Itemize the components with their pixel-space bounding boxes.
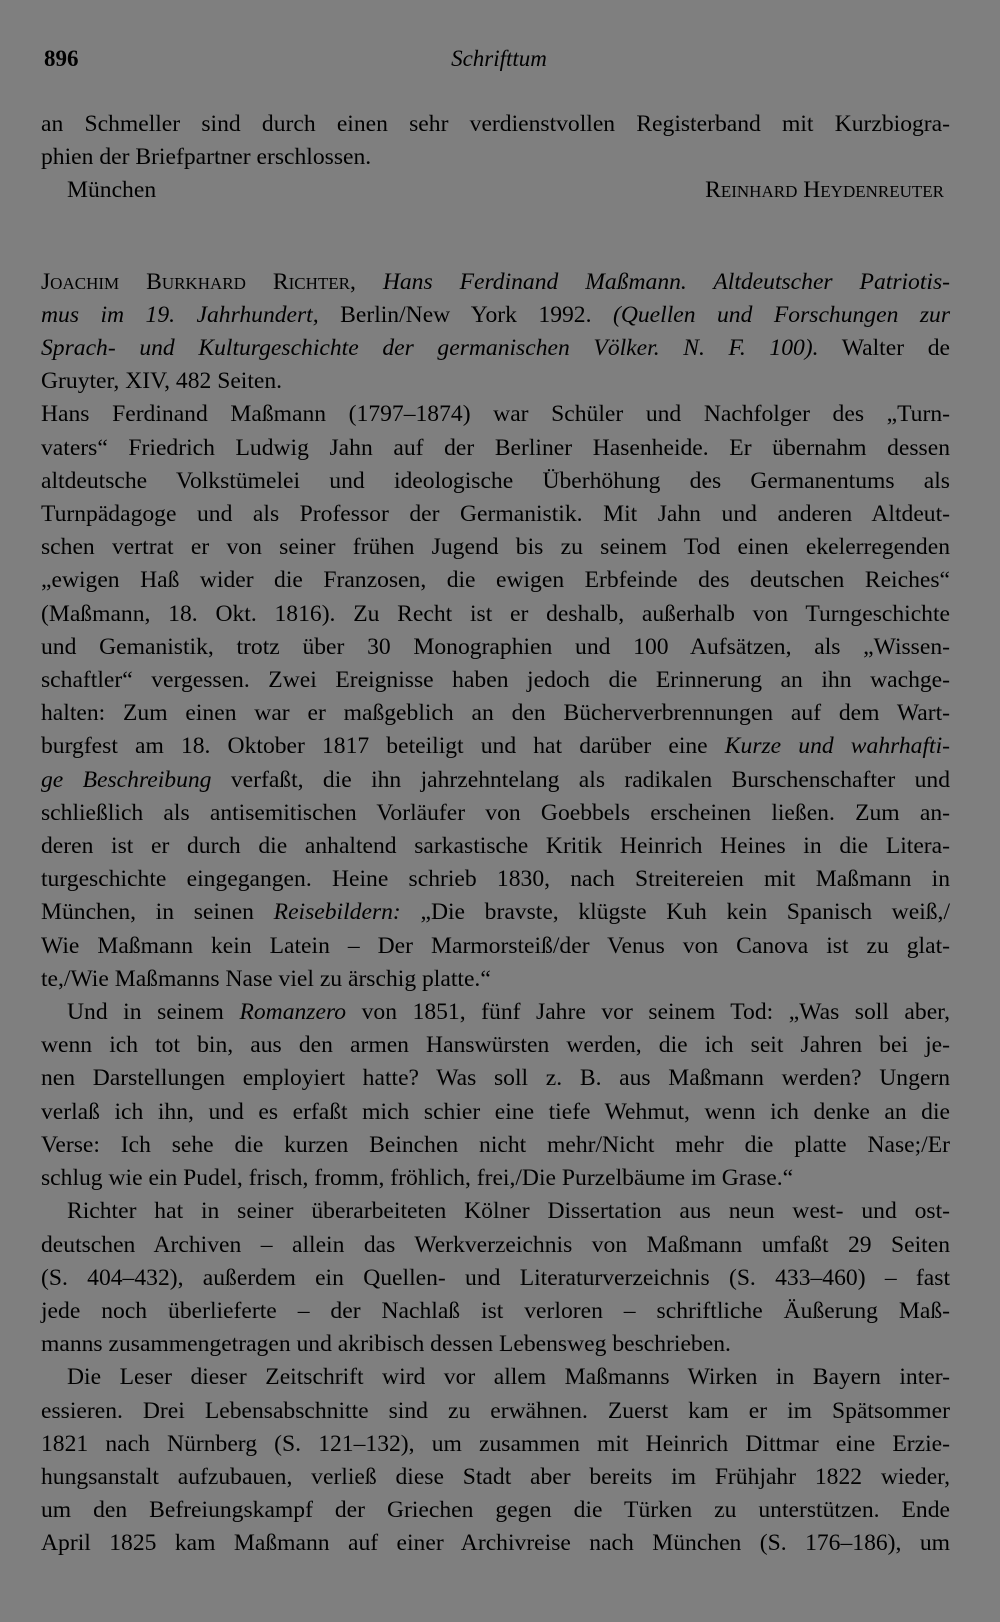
review-citation xyxy=(41,266,950,399)
page-header xyxy=(44,46,954,80)
text-line: hungsanstalt aufzubauen, verließ diese Stadt aber bereits im Frühjahr 1822 wieder, xyxy=(41,1463,950,1490)
text-line: essieren. Drei Lebensabschnitte sind zu erwähnen. Zuerst kam er im Spätsommer xyxy=(41,1397,950,1424)
text-run: verfaßt, die ihn jahrzehntelang als radikalen Burschenschafter und xyxy=(230,766,950,793)
text-line: schließlich als antisemitischen Vorläufer von Goebbels erscheinen ließen. Zum an- xyxy=(41,799,950,826)
italic-title: ge Beschreibung xyxy=(41,766,212,793)
text-line: schlug wie ein Pudel, frisch, fromm, fröhlich, frei,/Die Purzelbäume im Grase.“ xyxy=(41,1165,794,1192)
text-line: Die Leser dieser Zeitschrift wird vor allem Maßmanns Wirken in Bayern inter- xyxy=(67,1364,950,1391)
text-line: an Schmeller sind durch einen sehr verdienstvollen Registerband mit Kurzbiogra- xyxy=(41,111,950,137)
text-line: deutschen Archiven – allein das Werkverzeichnis von Maßmann umfaßt 29 Seiten xyxy=(41,1231,950,1258)
citation-line xyxy=(41,266,950,299)
text-line: turgeschichte eingegangen. Heine schrieb 1830, nach Streitereien mit Maßmann in xyxy=(41,866,950,893)
review-paragraph-3 xyxy=(41,1195,950,1361)
text-line: verlaß ich ihn, und es erfaßt mich schier eine tiefe Wehmut, wenn ich denke an die xyxy=(41,1098,950,1125)
text-line: altdeutsche Volkstümelei und ideologische Überhöhung des Germanentums als xyxy=(41,467,950,494)
text-run: München, in seinen xyxy=(41,899,254,926)
text-line: jede noch überlieferte – der Nachlaß ist verloren – schriftliche Äußerung Maß- xyxy=(41,1297,950,1324)
text-line: nen Darstellungen employiert hatte? Was soll z. B. aus Maßmann werden? Ungern xyxy=(41,1065,950,1092)
text-line: wenn ich tot bin, aus den armen Hanswürsten werden, die ich seit Jahren bei je- xyxy=(41,1032,950,1059)
text-line xyxy=(41,730,950,763)
review-paragraph-1 xyxy=(41,398,950,996)
review-paragraph-2 xyxy=(41,996,950,1195)
text-line: halten: Zum einen war er maßgeblich an den Bücherverbrennungen auf dem Wart- xyxy=(41,700,950,727)
text-run: Und in seinem xyxy=(67,999,224,1026)
section-spacer xyxy=(41,208,950,266)
page-number: 896 xyxy=(44,46,79,71)
text-line: Richter hat in seiner überarbeiteten Kölner Dissertation aus neun west- und ost- xyxy=(67,1198,950,1225)
text-run: „Die bravste, klügste Kuh kein Spanisch weiß,/ xyxy=(420,899,950,926)
citation-line xyxy=(41,332,950,365)
publication-place: Berlin/New York 1992. xyxy=(340,301,592,328)
review-signature xyxy=(41,174,950,207)
text-line: „ewigen Haß wider die Franzosen, die ewigen Erbfeinde des deutschen Reiches“ xyxy=(41,567,950,594)
text-line: Hans Ferdinand Maßmann (1797–1874) war Schüler und Nachfolger des „Turn- xyxy=(41,401,950,428)
text-line: (Maßmann, 18. Okt. 1816). Zu Recht ist er deshalb, außerhalb von Turngeschichte xyxy=(41,600,950,627)
previous-review-ending xyxy=(41,108,950,208)
text-line xyxy=(41,896,950,929)
signature-author: Reinhard Heydenreuter xyxy=(705,177,944,204)
italic-title: Reisebildern: xyxy=(273,899,401,926)
text-line xyxy=(41,764,950,797)
text-line: phien der Briefpartner erschlossen. xyxy=(41,144,372,171)
text-line: Turnpädagoge und als Professor der Germanistik. Mit Jahn und anderen Altdeut- xyxy=(41,501,950,528)
citation-line: Gruyter, XIV, 482 Seiten. xyxy=(41,368,283,395)
italic-title: Kurze und wahrhafti- xyxy=(724,733,950,760)
text-line: und Gemanistik, trotz über 30 Monographien und 100 Aufsätzen, als „Wissen- xyxy=(41,633,950,660)
text-line: Verse: Ich sehe die kurzen Beinchen nicht mehr/Nicht mehr die platte Nase;/Er xyxy=(41,1131,950,1158)
book-author: Joachim Burkhard Richter, xyxy=(41,268,356,295)
text-line: April 1825 kam Maßmann auf einer Archivreise nach München (S. 176–186), um xyxy=(41,1530,950,1557)
text-line: Wie Maßmann kein Latein – Der Marmorsteiß/der Venus von Canova ist zu glat- xyxy=(41,932,950,959)
text-run: von 1851, fünf Jahre vor seinem Tod: „Was soll aber, xyxy=(361,999,950,1026)
text-line: deren ist er durch die anhaltend sarkastische Kritik Heinrich Heines in die Litera- xyxy=(41,833,950,860)
book-title-cont: mus im 19. Jahrhundert, xyxy=(41,301,319,328)
book-title: Hans Ferdinand Maßmann. Altdeutscher Patriotis- xyxy=(382,268,950,295)
text-line: 1821 nach Nürnberg (S. 121–132), um zusammen mit Heinrich Dittmar eine Erzie- xyxy=(41,1430,950,1457)
italic-title: Romanzero xyxy=(239,999,347,1026)
book-series-cont: Sprach- und Kulturgeschichte der germanischen Völker. N. F. 100). xyxy=(41,335,819,362)
text-line xyxy=(41,996,950,1029)
text-run: burgfest am 18. Oktober 1817 beteiligt und hat darüber eine xyxy=(41,733,708,760)
text-line: te,/Wie Maßmanns Nase viel zu ärschig platte.“ xyxy=(41,965,491,992)
running-title: Schrifttum xyxy=(451,46,547,71)
book-series: (Quellen und Forschungen zur xyxy=(612,301,951,328)
citation-line xyxy=(41,299,950,332)
text-line: um den Befreiungskampf der Griechen gegen die Türken zu unterstützen. Ende xyxy=(41,1497,950,1524)
text-line: manns zusammengetragen und akribisch dessen Lebensweg beschrieben. xyxy=(41,1331,731,1358)
text-line: vaters“ Friedrich Ludwig Jahn auf der Berliner Hasenheide. Er übernahm dessen xyxy=(41,434,950,461)
text-line: schen vertrat er von seiner frühen Jugend bis zu seinem Tod einen ekelerregenden xyxy=(41,534,950,561)
page-body xyxy=(41,108,950,1561)
text-line: schaftler“ vergessen. Zwei Ereignisse haben jedoch die Erinnerung an ihn wachge- xyxy=(41,667,950,694)
publisher: Walter de xyxy=(841,335,950,362)
review-paragraph-4 xyxy=(41,1361,950,1560)
text-line: (S. 404–432), außerdem ein Quellen- und Literaturverzeichnis (S. 433–460) – fast xyxy=(41,1264,950,1291)
signature-place: München xyxy=(67,177,157,204)
